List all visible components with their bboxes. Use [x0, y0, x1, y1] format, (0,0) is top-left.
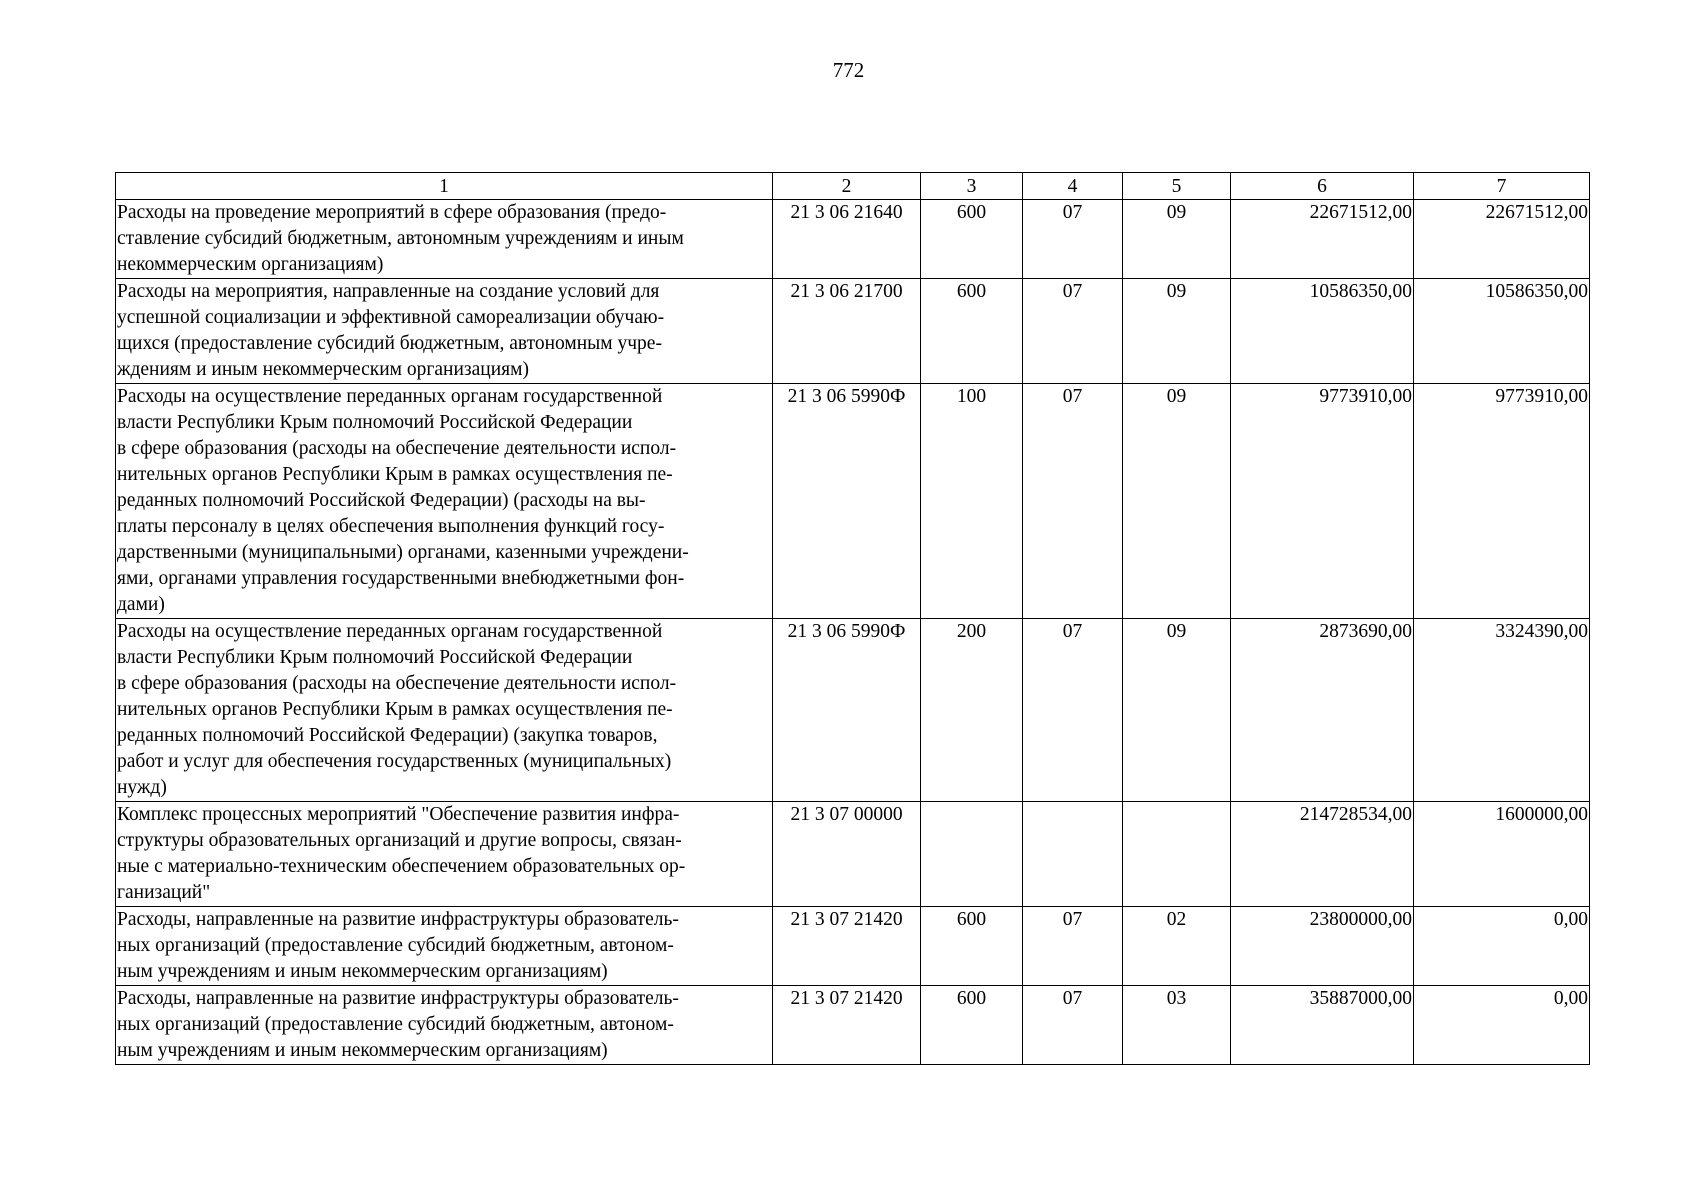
subsection-code [1123, 802, 1231, 907]
target-code: 21 3 06 21700 [773, 279, 921, 384]
table-row [116, 986, 1590, 1065]
section-code: 07 [1023, 986, 1123, 1065]
table-row [116, 200, 1590, 279]
subsection-code: 09 [1123, 619, 1231, 802]
expense-name: Расходы, направленные на развитие инфраструктуры образователь- ных организаций (предоставление субсидий бюджетным, автоном- ным учреждениям и иным некоммерческим организациям) [116, 907, 773, 986]
column-header-7: 7 [1414, 173, 1590, 200]
amount-col-6: 2873690,00 [1231, 619, 1414, 802]
amount-col-7: 9773910,00 [1414, 384, 1590, 619]
section-code: 07 [1023, 907, 1123, 986]
subsection-code: 02 [1123, 907, 1231, 986]
amount-col-6: 214728534,00 [1231, 802, 1414, 907]
expense-type [921, 802, 1023, 907]
amount-col-7: 3324390,00 [1414, 619, 1590, 802]
section-code: 07 [1023, 200, 1123, 279]
subsection-code: 09 [1123, 279, 1231, 384]
table-row [116, 802, 1590, 907]
amount-col-7: 0,00 [1414, 907, 1590, 986]
column-header-2: 2 [773, 173, 921, 200]
amount-col-6: 9773910,00 [1231, 384, 1414, 619]
page-number: 772 [832, 58, 865, 82]
column-header-6: 6 [1231, 173, 1414, 200]
expense-name: Комплекс процессных мероприятий "Обеспечение развития инфра- структуры образовательных организаций и другие вопросы, связан- ные с материально-техническим обеспечением образовательных ор- ганизаций" [116, 802, 773, 907]
amount-col-6: 23800000,00 [1231, 907, 1414, 986]
column-header-4: 4 [1023, 173, 1123, 200]
header-row [116, 173, 1590, 200]
column-header-5: 5 [1123, 173, 1231, 200]
subsection-code: 09 [1123, 200, 1231, 279]
section-code: 07 [1023, 279, 1123, 384]
expense-name: Расходы, направленные на развитие инфраструктуры образователь- ных организаций (предоставление субсидий бюджетным, автоном- ным учреждениям и иным некоммерческим организациям) [116, 986, 773, 1065]
amount-col-6: 10586350,00 [1231, 279, 1414, 384]
section-code: 07 [1023, 619, 1123, 802]
amount-col-7: 0,00 [1414, 986, 1590, 1065]
section-code [1023, 802, 1123, 907]
column-header-1: 1 [116, 173, 773, 200]
expense-type: 600 [921, 279, 1023, 384]
amount-col-7: 1600000,00 [1414, 802, 1590, 907]
subsection-code: 09 [1123, 384, 1231, 619]
expense-name: Расходы на мероприятия, направленные на создание условий для успешной социализации и эффективной самореализации обучаю- щихся (предоставление субсидий бюджетным, автономным учре- ждениям и иным некоммерческим организациям) [116, 279, 773, 384]
expense-type: 200 [921, 619, 1023, 802]
expense-type: 600 [921, 200, 1023, 279]
expense-type: 600 [921, 907, 1023, 986]
target-code: 21 3 07 21420 [773, 907, 921, 986]
target-code: 21 3 06 21640 [773, 200, 921, 279]
expense-type: 600 [921, 986, 1023, 1065]
table-row [116, 384, 1590, 619]
amount-col-7: 10586350,00 [1414, 279, 1590, 384]
expense-type: 100 [921, 384, 1023, 619]
budget-table [115, 172, 1590, 1065]
table-row [116, 279, 1590, 384]
expense-name: Расходы на проведение мероприятий в сфере образования (предо- ставление субсидий бюджетным, автономным учреждениям и иным некоммерческим организациям) [116, 200, 773, 279]
column-header-3: 3 [921, 173, 1023, 200]
amount-col-6: 35887000,00 [1231, 986, 1414, 1065]
target-code: 21 3 06 5990Ф [773, 619, 921, 802]
section-code: 07 [1023, 384, 1123, 619]
table-row [116, 907, 1590, 986]
expense-name: Расходы на осуществление переданных органам государственной власти Республики Крым полномочий Российской Федерации в сфере образования (расходы на обеспечение деятельности испол- нительных органов Республики Крым в рамках осуществления пе- реданных полномочий Российской Федерации) (расходы на вы- платы персоналу в целях обеспечения выполнения функций госу- дарственными (муниципальными) органами, казенными учреждени- ями, органами управления государственными внебюджетными фон- дами) [116, 384, 773, 619]
expense-name: Расходы на осуществление переданных органам государственной власти Республики Крым полномочий Российской Федерации в сфере образования (расходы на обеспечение деятельности испол- нительных органов Республики Крым в рамках осуществления пе- реданных полномочий Российской Федерации) (закупка товаров, работ и услуг для обеспечения государственных (муниципальных) нужд) [116, 619, 773, 802]
target-code: 21 3 07 00000 [773, 802, 921, 907]
amount-col-6: 22671512,00 [1231, 200, 1414, 279]
target-code: 21 3 06 5990Ф [773, 384, 921, 619]
target-code: 21 3 07 21420 [773, 986, 921, 1065]
amount-col-7: 22671512,00 [1414, 200, 1590, 279]
table-row [116, 619, 1590, 802]
subsection-code: 03 [1123, 986, 1231, 1065]
